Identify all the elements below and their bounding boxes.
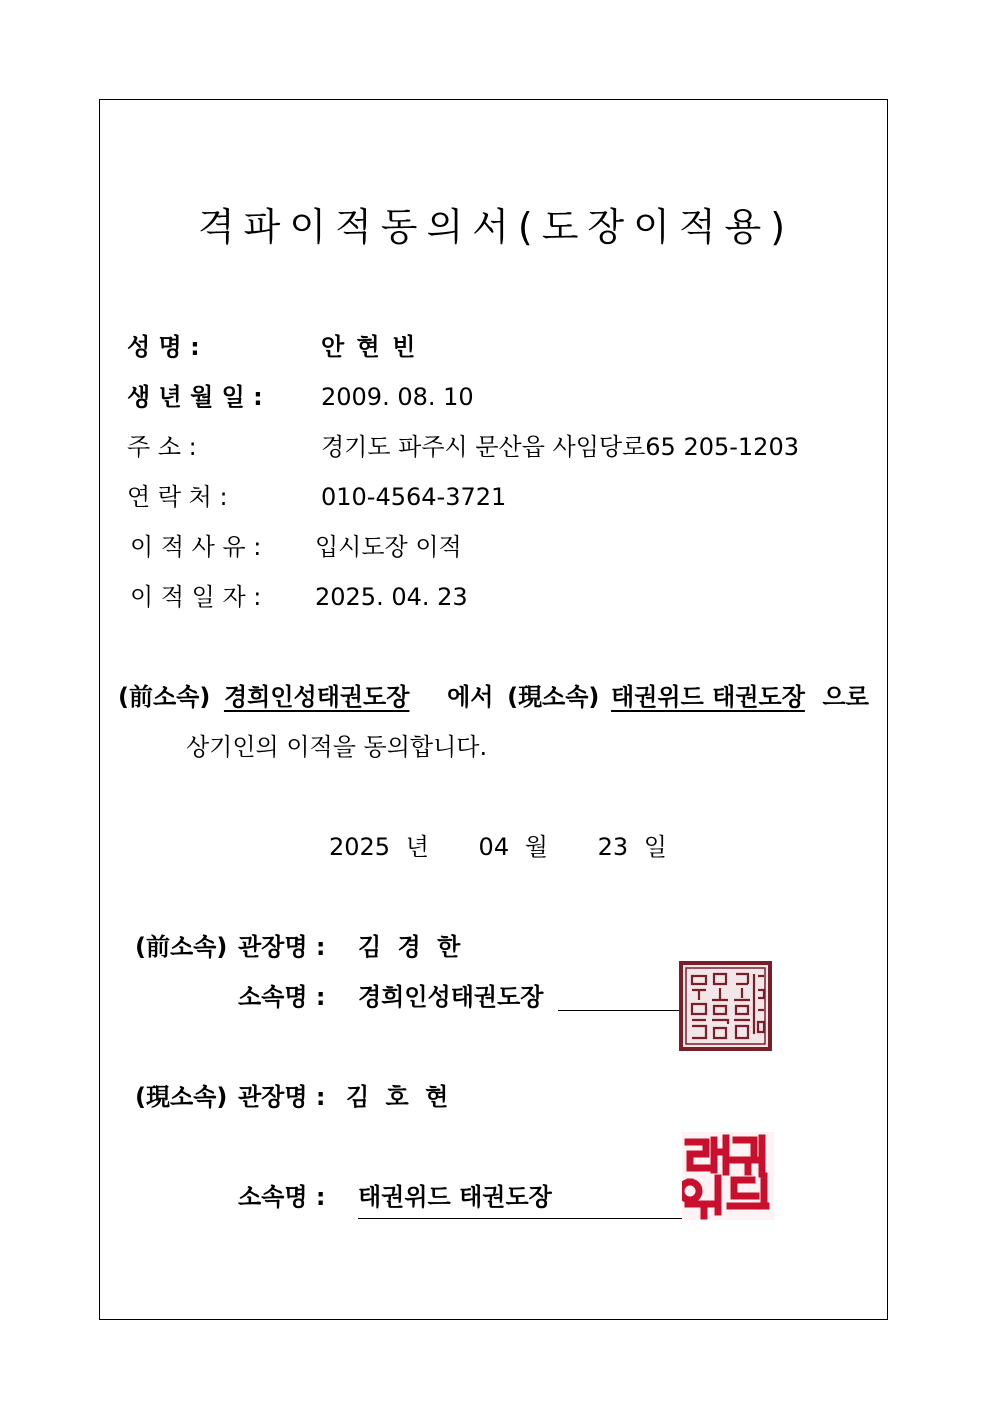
curr-affiliation-tag: (現소속) xyxy=(507,683,600,711)
curr-affil-label: 소속명 : xyxy=(238,1183,326,1211)
prev-affiliation-tag: (前소속) xyxy=(118,683,211,711)
field-value-name: 안 현 빈 xyxy=(321,333,418,361)
consent-sentence xyxy=(118,679,869,715)
date-day-unit: 일 xyxy=(643,833,667,861)
curr-affil-name: 태권위드 태권도장 xyxy=(358,1183,552,1211)
curr-official-seal-icon xyxy=(682,1132,774,1220)
field-value-birthdate: 2009. 08. 10 xyxy=(321,383,474,411)
prev-affil-name: 경희인성태권도장 xyxy=(358,983,544,1011)
field-label-address: 주 소 : xyxy=(127,433,197,461)
from-word: 에서 xyxy=(447,683,494,711)
curr-signature-line xyxy=(358,1218,684,1219)
prev-dojang-name: 경희인성태권도장 xyxy=(223,683,410,711)
field-value-transfer-date: 2025. 04. 23 xyxy=(315,583,468,611)
consent-statement: 상기인의 이적을 동의합니다. xyxy=(186,733,488,761)
prev-signature-line xyxy=(558,1010,680,1011)
document-title: 격파이적동의서(도장이적용) xyxy=(197,205,795,249)
field-label-contact: 연 락 처 : xyxy=(127,483,228,511)
prev-director-label: 관장명 : xyxy=(238,933,326,961)
prev-official-seal-icon xyxy=(678,960,773,1052)
field-value-address: 경기도 파주시 문산읍 사임당로65 205-1203 xyxy=(321,433,799,461)
date-month: 04 xyxy=(478,833,510,861)
field-value-contact: 010-4564-3721 xyxy=(321,483,507,511)
prev-director-name: 김 경 한 xyxy=(358,933,465,961)
curr-sign-tag: (現소속) xyxy=(135,1083,228,1111)
sign-date xyxy=(329,829,667,865)
field-label-name: 성 명 : xyxy=(127,333,200,361)
date-year-unit: 년 xyxy=(405,833,429,861)
date-year: 2025 xyxy=(329,833,391,861)
field-label-birthdate: 생 년 월 일 : xyxy=(127,383,263,411)
field-value-reason: 입시도장 이적 xyxy=(315,533,462,561)
date-day: 23 xyxy=(597,833,629,861)
curr-director-label: 관장명 : xyxy=(238,1083,326,1111)
prev-affil-label: 소속명 : xyxy=(238,983,326,1011)
prev-sign-tag: (前소속) xyxy=(135,933,228,961)
curr-dojang-name: 태권위드 태권도장 xyxy=(611,683,805,711)
date-month-unit: 월 xyxy=(524,833,548,861)
field-label-reason: 이 적 사 유 : xyxy=(130,533,262,561)
curr-director-name: 김 호 현 xyxy=(346,1083,453,1111)
to-word: 으로 xyxy=(822,683,869,711)
field-label-transfer-date: 이 적 일 자 : xyxy=(130,583,262,611)
